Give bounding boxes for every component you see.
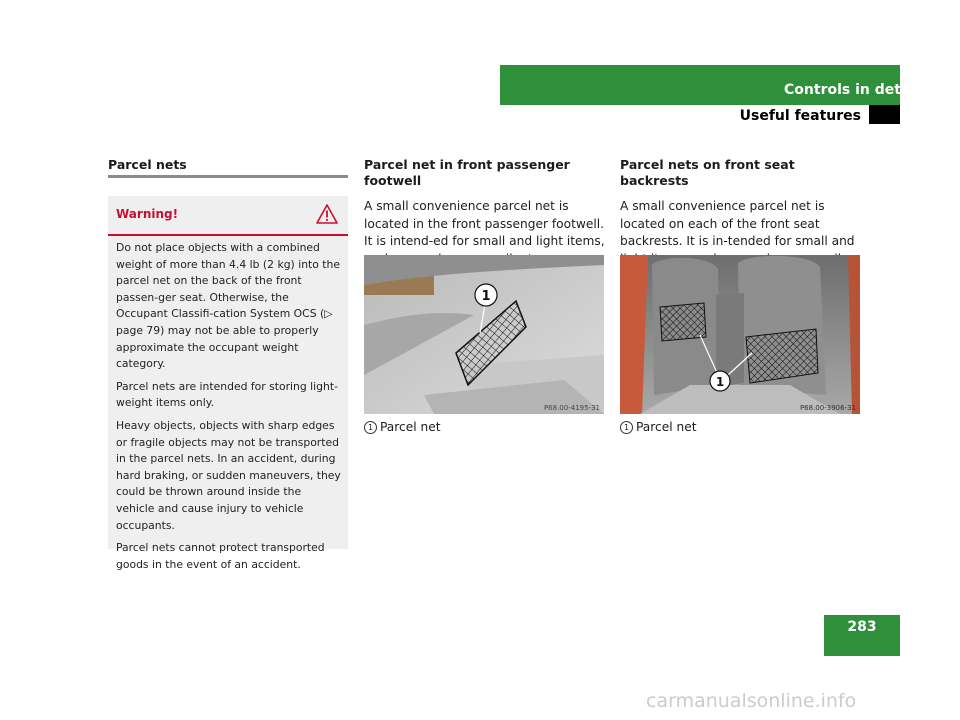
- warning-title: Warning!: [116, 207, 179, 221]
- backrest-caption: [620, 420, 696, 434]
- watermark-text: carmanualsonline.info: [646, 690, 857, 712]
- heading-rule: [108, 175, 348, 178]
- footwell-text: A small convenience parcel net is located in the front passenger footwell. It is intend-ed for small and light items,: [364, 199, 605, 249]
- footwell-caption-text: Parcel net: [380, 420, 441, 434]
- warning-triangle-icon: [316, 204, 338, 224]
- backrest-callout: 1: [715, 375, 725, 389]
- warning-paragraph: Parcel nets are intended for storing light-weight items only.: [116, 379, 339, 410]
- warning-rule: [108, 234, 348, 236]
- warning-paragraph: Parcel nets cannot protect transported goods in the event of an accident.: [116, 541, 325, 571]
- subsection-title: Useful features: [739, 108, 861, 124]
- footwell-caption: [364, 420, 440, 434]
- warning-paragraph: Do not place objects with a combined weight of more than 4.4 lb (2 kg) into the parcel net on the back of the front passen-ger seat. Otherwise, the Occupant Classifi-cation System OCS (▷ page 79) may not be able to properly approximate the occupant weight category.: [116, 241, 341, 371]
- footwell-image-code: P68.00-4195-31: [543, 404, 600, 412]
- warning-text: [116, 240, 342, 579]
- section-title: Controls in detail: [784, 82, 920, 98]
- caption-number-icon: 1: [364, 421, 377, 434]
- warning-box: [108, 196, 348, 571]
- header-marker: [869, 105, 900, 124]
- warning-paragraph: Heavy objects, objects with sharp edges or fragile objects may not be transported in the parcel nets. In an accident, during hard braking, or sudden maneuvers, they could be thrown around inside the vehicle and cause injury to vehicle occupants.: [116, 418, 341, 532]
- caption-number-icon: 1: [620, 421, 633, 434]
- footwell-callout: 1: [481, 289, 491, 304]
- footwell-section: [364, 157, 609, 268]
- footwell-parcel-net-photo: [364, 255, 604, 414]
- backrest-caption-text: Parcel net: [636, 420, 697, 434]
- footwell-heading: Parcel net in front passenger footwell: [364, 157, 570, 188]
- backrest-parcel-nets-photo: [620, 255, 860, 414]
- backrest-image-code: P68.00-3906-31: [799, 404, 856, 412]
- parcel-nets-heading: Parcel nets: [108, 157, 187, 172]
- page-number: 283: [824, 615, 900, 656]
- backrest-text: A small convenience parcel net is located on each of the front seat backrests. It is in-tended for small and: [620, 199, 855, 249]
- backrest-heading: Parcel nets on front seat backrests: [620, 157, 795, 188]
